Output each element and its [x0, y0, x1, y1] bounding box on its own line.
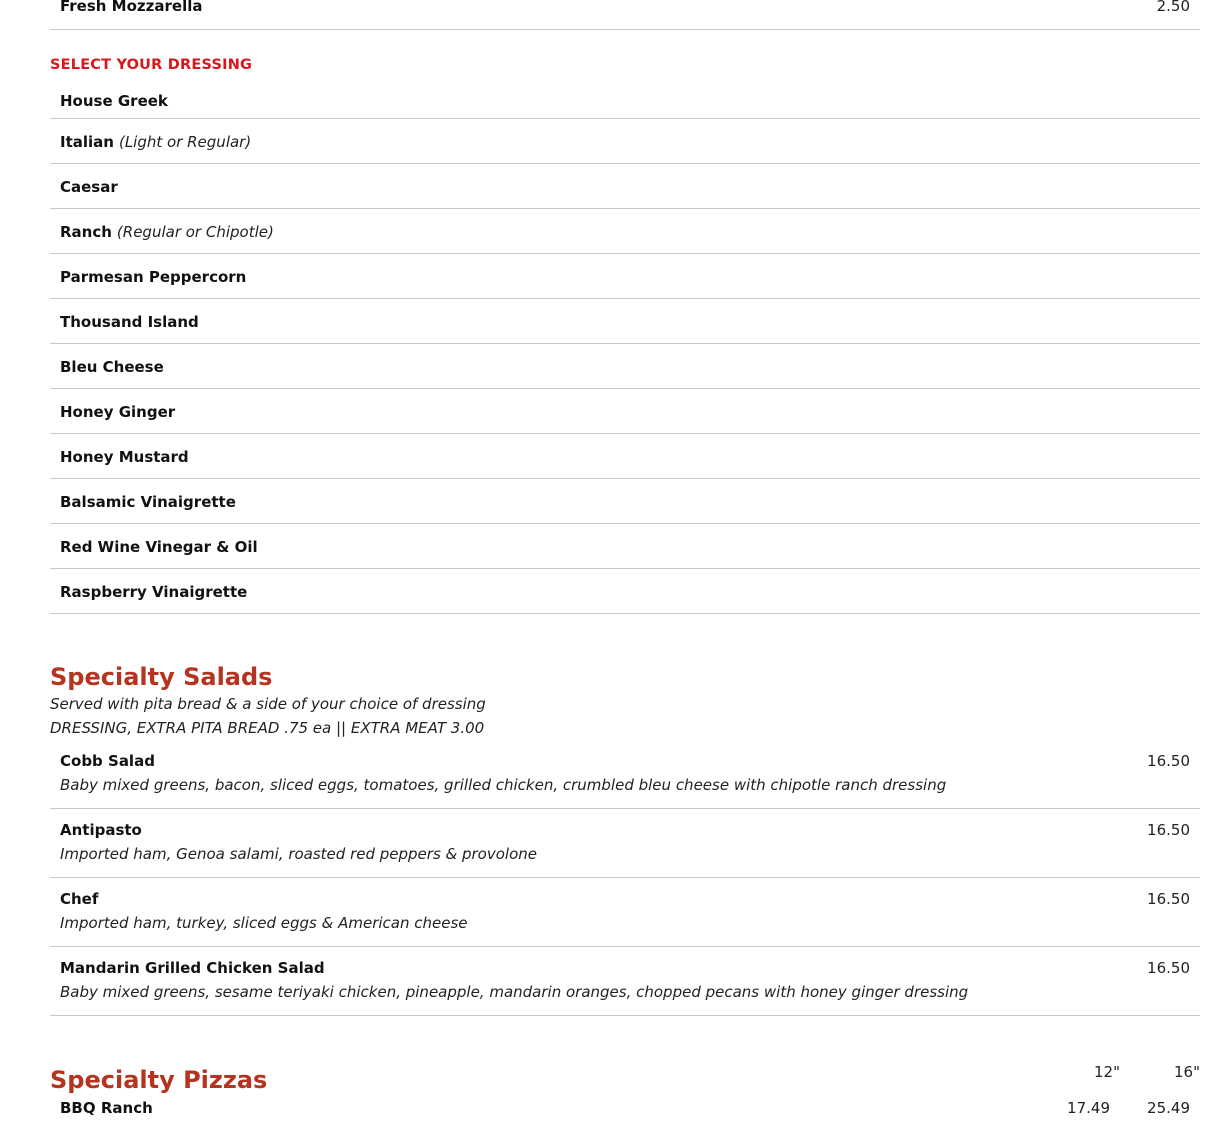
dressing-row: [50, 434, 1200, 479]
salad-description: Imported ham, turkey, sliced eggs & American cheese: [60, 914, 468, 932]
menu-content: [50, 0, 1200, 1126]
salad-row: [50, 740, 1200, 809]
salad-price: 16.50: [1147, 890, 1190, 908]
dressing-name: Italian: [60, 132, 114, 151]
salad-row: [50, 878, 1200, 947]
item-name: Fresh Mozzarella: [60, 0, 203, 15]
salad-description: Baby mixed greens, sesame teriyaki chicken, pineapple, mandarin oranges, chopped pecans with honey ginger dressing: [60, 983, 969, 1001]
dressing-name: Balsamic Vinaigrette: [60, 492, 236, 511]
dressing-name: Honey Mustard: [60, 447, 189, 466]
salad-name: Mandarin Grilled Chicken Salad: [60, 959, 325, 977]
dressing-note: (Light or Regular): [118, 132, 252, 151]
dressing-name: Bleu Cheese: [60, 357, 164, 376]
dressing-name: Raspberry Vinaigrette: [60, 582, 248, 601]
salad-price: 16.50: [1147, 821, 1190, 839]
dressing-row: [50, 79, 1200, 119]
dressing-row: [50, 479, 1200, 524]
dressing-row: [50, 299, 1200, 344]
dressing-row: [50, 254, 1200, 299]
dressing-name: House Greek: [60, 92, 168, 110]
dressing-row: [50, 524, 1200, 569]
dressing-row: [50, 389, 1200, 434]
section-extras-note: DRESSING, EXTRA PITA BREAD .75 ea || EXTRA MEAT 3.00: [50, 719, 485, 737]
salad-row: [50, 947, 1200, 1016]
salad-name: Chef: [60, 890, 99, 908]
pizza-row: [50, 1096, 1200, 1126]
salad-price: 16.50: [1147, 752, 1190, 770]
dressing-row: [50, 164, 1200, 209]
pizza-price-16: 25.49: [1147, 1099, 1190, 1117]
dressing-name: Parmesan Peppercorn: [60, 267, 247, 286]
dressing-name: Caesar: [60, 177, 118, 196]
pizza-price-12: 17.49: [1067, 1099, 1110, 1117]
salad-name: Antipasto: [60, 821, 142, 839]
pizza-name: BBQ Ranch: [60, 1099, 153, 1117]
dressing-name: Thousand Island: [60, 312, 199, 331]
section-title-specialty-salads: Specialty Salads: [50, 663, 273, 691]
dressing-name: Honey Ginger: [60, 402, 176, 421]
section-title-specialty-pizzas: Specialty Pizzas: [50, 1066, 268, 1094]
dressing-section-header: SELECT YOUR DRESSING: [50, 57, 253, 73]
dressing-row: [50, 119, 1200, 164]
dressing-note: (Regular or Chipotle): [116, 222, 274, 241]
item-price: 2.50: [1156, 0, 1190, 15]
salad-description: Baby mixed greens, bacon, sliced eggs, tomatoes, grilled chicken, crumbled bleu cheese with chipotle ranch dressing: [60, 776, 947, 794]
section-subtitle: Served with pita bread & a side of your choice of dressing: [50, 695, 486, 713]
salad-name: Cobb Salad: [60, 752, 155, 770]
size-12-label: 12": [1094, 1063, 1120, 1081]
dressing-row: [50, 569, 1200, 614]
dressing-name: Ranch: [60, 222, 112, 241]
size-16-label: 16": [1174, 1063, 1200, 1081]
salad-description: Imported ham, Genoa salami, roasted red peppers & provolone: [60, 845, 537, 863]
dressing-name: Red Wine Vinegar & Oil: [60, 537, 258, 556]
dressing-row: [50, 344, 1200, 389]
salad-row: [50, 809, 1200, 878]
menu-item-row: [50, 0, 1200, 30]
salad-price: 16.50: [1147, 959, 1190, 977]
pizza-section-header: [50, 1062, 1200, 1096]
dressing-row: [50, 209, 1200, 254]
